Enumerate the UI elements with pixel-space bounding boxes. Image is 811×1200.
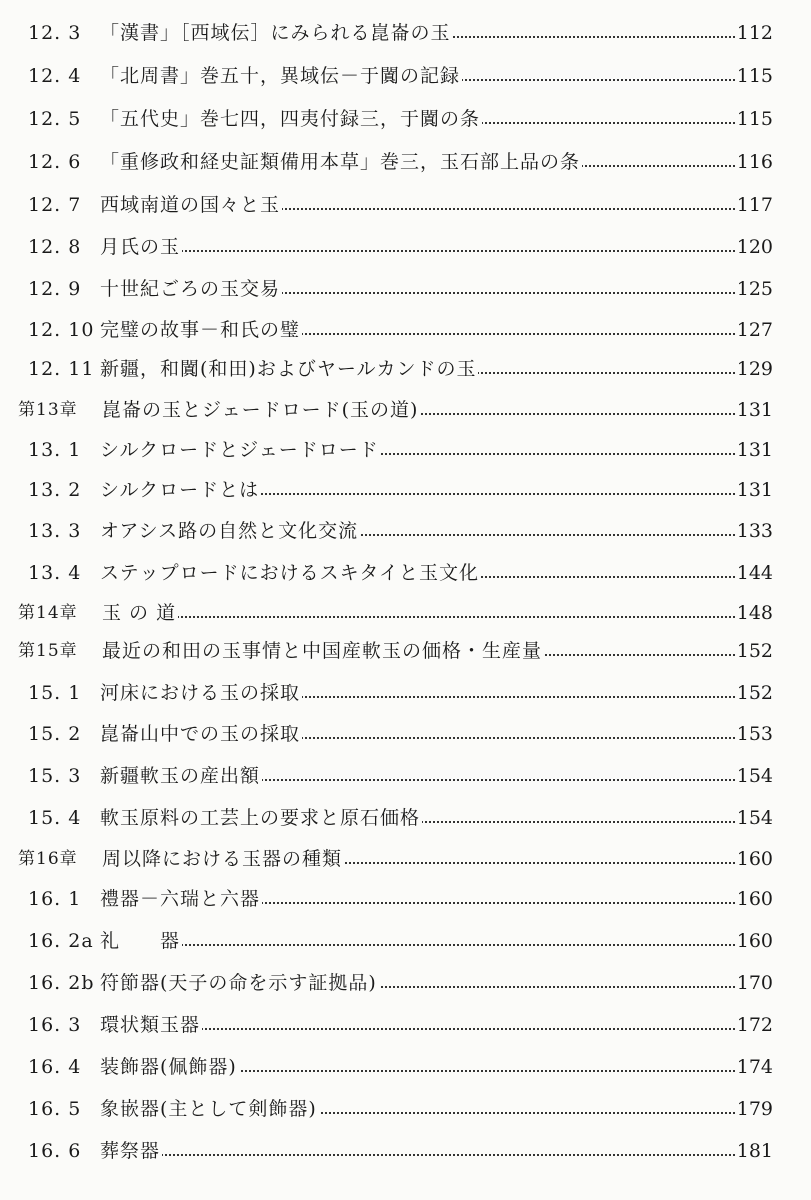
toc-entry bbox=[0, 1050, 811, 1084]
entry-page: 154 bbox=[735, 759, 773, 793]
entry-page: 115 bbox=[735, 59, 773, 93]
entry-title: 葬祭器 bbox=[100, 1134, 162, 1168]
entry-number: 16. 1 bbox=[28, 888, 82, 910]
toc-chapter bbox=[0, 842, 811, 876]
dot-leader bbox=[102, 616, 771, 618]
entry-number: 12. 4 bbox=[28, 65, 82, 87]
toc-entry bbox=[0, 352, 811, 386]
chapter-number: 第13章 bbox=[18, 400, 78, 420]
entry-title: シルクロードとジェードロード bbox=[100, 433, 381, 467]
entry-page: 120 bbox=[735, 230, 773, 264]
entry-page: 127 bbox=[735, 313, 773, 347]
entry-title: 軟玉原料の工芸上の要求と原石価格 bbox=[100, 801, 422, 835]
chapter-number: 第14章 bbox=[18, 603, 78, 623]
toc-entry bbox=[0, 16, 811, 50]
entry-title: 新疆軟玉の産出額 bbox=[100, 759, 262, 793]
chapter-number: 第15章 bbox=[18, 641, 78, 661]
toc-entry bbox=[0, 1134, 811, 1168]
toc-entry bbox=[0, 882, 811, 916]
entry-title: ステップロードにおけるスキタイと玉文化 bbox=[100, 556, 481, 590]
entry-title: 月氏の玉 bbox=[100, 230, 182, 264]
toc-entry bbox=[0, 188, 811, 222]
entry-number: 12. 6 bbox=[28, 151, 82, 173]
toc-entry bbox=[0, 59, 811, 93]
entry-number: 15. 1 bbox=[28, 682, 82, 704]
entry-title: 河床における玉の採取 bbox=[100, 676, 302, 710]
toc-entry bbox=[0, 433, 811, 467]
entry-title: 「重修政和経史証類備用本草」巻三，玉石部上品の条 bbox=[100, 145, 582, 179]
entry-page: 148 bbox=[735, 596, 773, 630]
dot-leader bbox=[100, 250, 771, 252]
entry-page: 152 bbox=[735, 634, 773, 668]
entry-title: 崑崙山中での玉の採取 bbox=[100, 717, 302, 751]
entry-title: 礼 器 bbox=[100, 924, 182, 958]
entry-number: 16. 4 bbox=[28, 1056, 82, 1078]
entry-number: 16. 3 bbox=[28, 1014, 82, 1036]
entry-page: 115 bbox=[735, 102, 773, 136]
entry-number: 12. 10 bbox=[28, 319, 95, 341]
entry-page: 131 bbox=[735, 473, 773, 507]
entry-title: 環状類玉器 bbox=[100, 1008, 202, 1042]
entry-page: 129 bbox=[735, 352, 773, 386]
entry-number: 12. 11 bbox=[28, 358, 95, 380]
entry-number: 16. 2a bbox=[28, 930, 94, 952]
entry-page: 112 bbox=[735, 16, 773, 50]
entry-number: 13. 3 bbox=[28, 520, 82, 542]
toc-entry bbox=[0, 514, 811, 548]
toc-entry bbox=[0, 759, 811, 793]
entry-page: 160 bbox=[735, 924, 773, 958]
entry-title: 装飾器(佩飾器) bbox=[100, 1050, 239, 1084]
toc-entry bbox=[0, 1008, 811, 1042]
entry-page: 179 bbox=[735, 1092, 773, 1126]
entry-number: 13. 1 bbox=[28, 439, 82, 461]
chapter-title: 崑崙の玉とジェードロード(玉の道) bbox=[102, 393, 420, 427]
toc-entry bbox=[0, 717, 811, 751]
entry-page: 181 bbox=[735, 1134, 773, 1168]
entry-page: 160 bbox=[735, 882, 773, 916]
entry-title: 禮器－六瑞と六器 bbox=[100, 882, 262, 916]
entry-number: 13. 4 bbox=[28, 562, 82, 584]
chapter-title: 玉 の 道 bbox=[102, 596, 178, 630]
chapter-title: 周以降における玉器の種類 bbox=[102, 842, 344, 876]
toc-entry bbox=[0, 556, 811, 590]
entry-number: 16. 6 bbox=[28, 1140, 82, 1162]
toc-entry bbox=[0, 230, 811, 264]
entry-page: 172 bbox=[735, 1008, 773, 1042]
entry-number: 13. 2 bbox=[28, 479, 82, 501]
toc-entry bbox=[0, 924, 811, 958]
toc-entry bbox=[0, 676, 811, 710]
entry-page: 174 bbox=[735, 1050, 773, 1084]
dot-leader bbox=[100, 944, 771, 946]
entry-title: 西域南道の国々と玉 bbox=[100, 188, 282, 222]
entry-page: 170 bbox=[735, 966, 773, 1000]
entry-page: 152 bbox=[735, 676, 773, 710]
entry-page: 133 bbox=[735, 514, 773, 548]
entry-number: 12. 9 bbox=[28, 278, 82, 300]
toc-entry bbox=[0, 313, 811, 347]
entry-title: 「北周書」巻五十，異域伝－于闐の記録 bbox=[100, 59, 462, 93]
entry-title: 象嵌器(主として剣飾器) bbox=[100, 1092, 319, 1126]
chapter-number: 第16章 bbox=[18, 849, 78, 869]
toc-entry bbox=[0, 102, 811, 136]
entry-page: 131 bbox=[735, 393, 773, 427]
entry-page: 144 bbox=[735, 556, 773, 590]
entry-title: オアシス路の自然と文化交流 bbox=[100, 514, 360, 548]
entry-number: 16. 5 bbox=[28, 1098, 82, 1120]
entry-title: 新疆，和闐(和田)およびヤールカンドの玉 bbox=[100, 352, 478, 386]
entry-page: 125 bbox=[735, 272, 773, 306]
toc-entry bbox=[0, 966, 811, 1000]
chapter-title: 最近の和田の玉事情と中国産軟玉の価格・生産量 bbox=[102, 634, 544, 668]
dot-leader bbox=[100, 1154, 771, 1156]
entry-page: 160 bbox=[735, 842, 773, 876]
toc-entry bbox=[0, 473, 811, 507]
toc-chapter bbox=[0, 393, 811, 427]
entry-number: 15. 3 bbox=[28, 765, 82, 787]
entry-number: 12. 8 bbox=[28, 236, 82, 258]
entry-number: 12. 3 bbox=[28, 22, 82, 44]
entry-title: 完璧の故事－和氏の璧 bbox=[100, 313, 302, 347]
entry-title: 符節器(天子の命を示す証拠品) bbox=[100, 966, 379, 1000]
entry-title: 「五代史」巻七四，四夷付録三，于闐の条 bbox=[100, 102, 482, 136]
entry-page: 131 bbox=[735, 433, 773, 467]
toc-chapter bbox=[0, 634, 811, 668]
entry-title: 十世紀ごろの玉交易 bbox=[100, 272, 282, 306]
toc-chapter bbox=[0, 596, 811, 630]
entry-number: 16. 2b bbox=[28, 972, 95, 994]
toc-entry bbox=[0, 272, 811, 306]
entry-number: 12. 7 bbox=[28, 194, 82, 216]
entry-title: シルクロードとは bbox=[100, 473, 261, 507]
toc-entry bbox=[0, 145, 811, 179]
toc-entry bbox=[0, 1092, 811, 1126]
entry-number: 12. 5 bbox=[28, 108, 82, 130]
entry-page: 117 bbox=[735, 188, 773, 222]
entry-number: 15. 4 bbox=[28, 807, 82, 829]
entry-page: 116 bbox=[735, 145, 773, 179]
toc-entry bbox=[0, 801, 811, 835]
entry-number: 15. 2 bbox=[28, 723, 82, 745]
entry-page: 153 bbox=[735, 717, 773, 751]
entry-page: 154 bbox=[735, 801, 773, 835]
entry-title: 「漢書」［西域伝］にみられる崑崙の玉 bbox=[100, 16, 453, 50]
